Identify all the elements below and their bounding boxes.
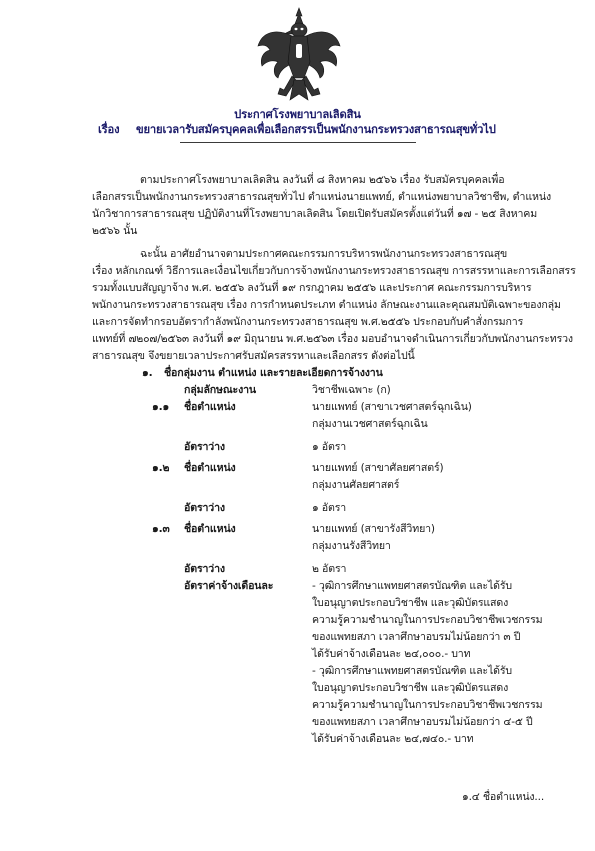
para2-line3: รวมทั้งแบบสัญญาจ้าง พ.ศ. ๒๕๕๖ ลงวันที่ ๑๙ กรกฎาคม ๒๕๕๖ และประกาศ คณะกรรมการบริหาร: [92, 282, 532, 294]
para1-line3: นักวิชาการสาธารณสุข ปฏิบัติงานที่โรงพยาบาลเลิดสิน โดยเปิดรับสมัครตั้งแต่วันที่ ๑๗ - ๒๕ สิงหาคม: [92, 208, 538, 220]
position-2-dept: กลุ่มงานศัลยศาสตร์: [312, 479, 400, 491]
position-2-number: ๑.๒: [152, 462, 170, 474]
wage-line-7: ใบอนุญาตประกอบวิชาชีพ และวุฒิบัตรแสดง: [312, 682, 509, 694]
wage-line-1: - วุฒิการศึกษาแพทยศาสตรบัณฑิต และได้รับ: [312, 580, 512, 592]
wage-line-3: ความรู้ความชำนาญในการประกอบวิชาชีพเวชกรรม: [312, 614, 543, 626]
position-3-rate-label: อัตราว่าง: [184, 563, 225, 575]
position-1-rate: ๑ อัตรา: [312, 441, 347, 453]
position-1-dept: กลุ่มงานเวชศาสตร์ฉุกเฉิน: [312, 418, 428, 430]
para1-line4: ๒๕๖๖ นั้น: [92, 225, 138, 237]
section1-title: ชื่อกลุ่มงาน ตำแหน่ง และรายละเอียดการจ้างงาน: [164, 367, 383, 379]
para1-line2: เลือกสรรเป็นพนักงานกระทรวงสาธารณสุขทั่วไป ตำแหน่งนายแพทย์, ตำแหน่งพยาบาลวิชาชีพ, ตำแหน่ง: [92, 191, 551, 203]
para2-line5: และการจัดทำกรอบอัตรากำลังพนักงานกระทรวงสาธารณสุข พ.ศ.๒๕๕๖ ประกอบกับคำสั่งกรมการ: [92, 316, 524, 328]
position-2-rate-label: อัตราว่าง: [184, 502, 225, 514]
subject-label: เรื่อง: [98, 123, 120, 136]
wage-line-5: ได้รับค่าจ้างเดือนละ ๒๔,๐๐๐.- บาท: [312, 648, 471, 660]
para2-line4: พนักงานกระทรวงสาธารณสุข เรื่อง การกำหนดประเภท ตำแหน่ง ลักษณะงานและคุณสมบัติเฉพาะของกลุ่ม: [92, 299, 561, 311]
wage-line-9: ของแพทยสภา เวลาศึกษาอบรมไม่น้อยกว่า ๔-๕ ปี: [312, 716, 533, 728]
para1-line1: ตามประกาศโรงพยาบาลเลิดสิน ลงวันที่ ๘ สิงหาคม ๒๕๖๖ เรื่อง รับสมัครบุคคลเพื่อ: [140, 174, 505, 186]
continuation-marker: ๑.๔ ชื่อตำแหน่ง...: [462, 791, 545, 803]
group-label: กลุ่มลักษณะงาน: [184, 384, 257, 396]
org-announcement-title: ประกาศโรงพยาบาลเลิดสิน: [234, 108, 361, 121]
position-1-rate-label: อัตราว่าง: [184, 441, 225, 453]
para2-line6: แพทย์ที่ ๗๒๐๗/๒๕๖๓ ลงวันที่ ๑๙ มิถุนายน พ.ศ.๒๕๖๓ เรื่อง มอบอำนาจดำเนินการเกี่ยวกับพนักงานกระทรวง: [92, 333, 573, 345]
position-2-title: นายแพทย์ (สาขาศัลยศาสตร์): [312, 462, 444, 474]
para2-line7: สาธารณสุข จึงขยายเวลาประกาศรับสมัครสรรหาและเลือกสรร ดังต่อไปนี้: [92, 350, 415, 362]
wage-line-10: ได้รับค่าจ้างเดือนละ ๒๔,๗๔๐.- บาท: [312, 733, 474, 745]
subject-text: ขยายเวลารับสมัครบุคคลเพื่อเลือกสรรเป็นพนักงานกระทรวงสาธารณสุขทั่วไป: [136, 123, 496, 136]
position-3-name-label: ชื่อตำแหน่ง: [184, 523, 236, 535]
garuda-emblem-icon: [256, 6, 342, 102]
group-value: วิชาชีพเฉพาะ (ก): [312, 384, 391, 396]
position-2-name-label: ชื่อตำแหน่ง: [184, 462, 236, 474]
wage-line-6: - วุฒิการศึกษาแพทยศาสตรบัณฑิต และได้รับ: [312, 665, 512, 677]
position-3-dept: กลุ่มงานรังสีวิทยา: [312, 540, 391, 552]
wage-line-8: ความรู้ความชำนาญในการประกอบวิชาชีพเวชกรรม: [312, 699, 543, 711]
position-1-name-label: ชื่อตำแหน่ง: [184, 401, 236, 413]
wage-line-2: ใบอนุญาตประกอบวิชาชีพ และวุฒิบัตรแสดง: [312, 597, 509, 609]
position-3-title: นายแพทย์ (สาขารังสีวิทยา): [312, 523, 435, 535]
wage-line-4: ของแพทยสภา เวลาศึกษาอบรมไม่น้อยกว่า ๓ ปี: [312, 631, 521, 643]
position-3-number: ๑.๓: [152, 523, 170, 535]
position-1-number: ๑.๑: [152, 401, 170, 413]
wage-label: อัตราค่าจ้างเดือนละ: [184, 580, 274, 592]
position-2-rate: ๑ อัตรา: [312, 502, 347, 514]
para2-line2: เรื่อง หลักเกณฑ์ วิธีการและเงื่อนไขเกี่ยวกับการจ้างพนักงานกระทรวงสาธารณสุข การสรรหาและการเลือกสรร: [92, 265, 576, 277]
para2-line1: ฉะนั้น อาศัยอำนาจตามประกาศคณะกรรมการบริหารพนักงานกระทรวงสาธารณสุข: [140, 248, 508, 260]
position-3-rate: ๒ อัตรา: [312, 563, 347, 575]
section1-number: ๑.: [142, 367, 153, 379]
header-divider: [180, 142, 416, 143]
position-1-title: นายแพทย์ (สาขาเวชศาสตร์ฉุกเฉิน): [312, 401, 472, 413]
